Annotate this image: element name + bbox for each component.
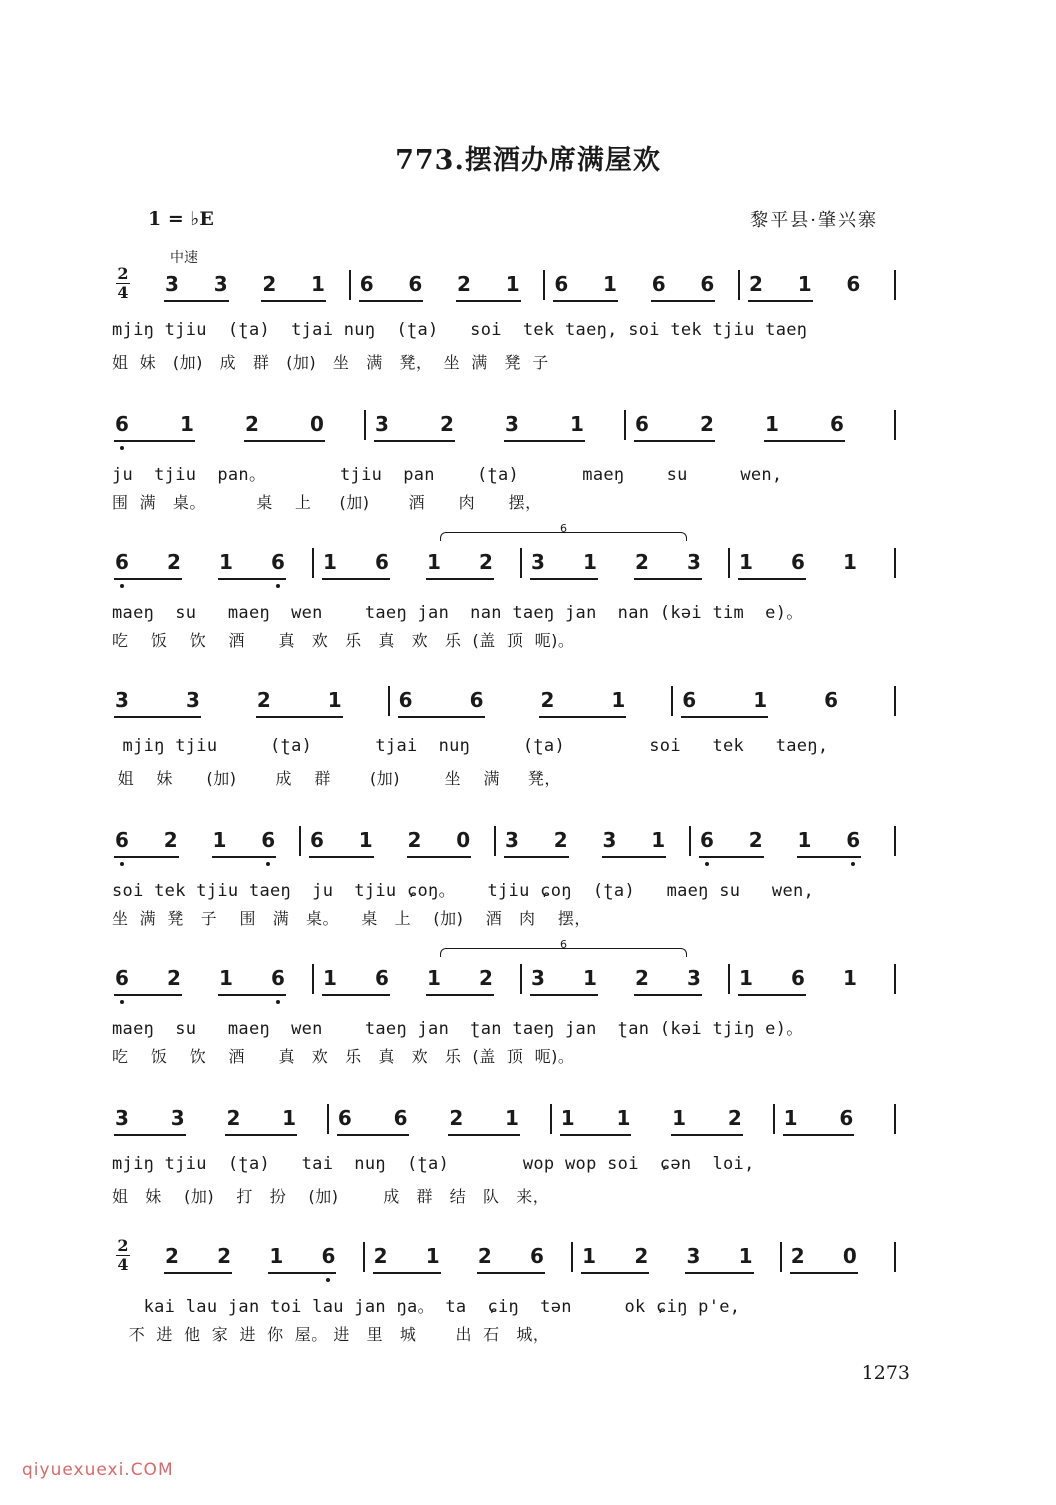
note: 1 xyxy=(180,412,194,436)
barline xyxy=(894,826,896,856)
note: 1 xyxy=(425,1244,440,1268)
lyric-romanized: mjiŋ tjiu (ʈa) tai nuŋ (ʈa) wop wop soi ɕən loi, xyxy=(112,1154,755,1174)
note-row xyxy=(110,1244,916,1274)
beam xyxy=(681,716,768,718)
note-row xyxy=(110,1106,916,1136)
note: 6 xyxy=(530,1244,544,1268)
note: 2 xyxy=(256,688,271,712)
note: 6 xyxy=(266,966,290,990)
note: 2 xyxy=(167,550,181,574)
note: 6 xyxy=(408,272,423,296)
note: 3 xyxy=(531,550,545,574)
note: 1 xyxy=(427,966,441,990)
note: 2 xyxy=(540,688,555,712)
beam xyxy=(456,300,521,302)
note: 6 xyxy=(375,550,389,574)
lower-octave-dot xyxy=(851,862,855,866)
note: 1 xyxy=(311,272,325,296)
note: 1 xyxy=(797,272,812,296)
beam xyxy=(407,856,472,858)
lyric-romanized: mjiŋ tjiu (ʈa) tjai nuŋ (ʈa) soi tek taeŋ, soi tek tjiu taeŋ xyxy=(112,320,808,340)
note: 1 xyxy=(843,966,857,990)
note: 2 xyxy=(700,412,714,436)
note: 1 xyxy=(616,1106,631,1130)
note: 2 xyxy=(635,966,649,990)
beam xyxy=(634,578,702,580)
note: 1 xyxy=(282,1106,297,1130)
lower-octave-dot xyxy=(326,1278,330,1282)
barline xyxy=(689,826,691,856)
barline xyxy=(894,410,896,440)
beam xyxy=(309,856,374,858)
barline xyxy=(364,410,366,440)
barline xyxy=(543,270,545,300)
beam xyxy=(373,1272,441,1274)
barline xyxy=(671,686,673,716)
note: 1 xyxy=(611,688,626,712)
lyric-chinese: 吃 饭 饮 酒 真 欢 乐 真 欢 乐 (盖 顶 呃)。 xyxy=(112,1047,575,1066)
note: 3 xyxy=(687,966,701,990)
beam xyxy=(225,1134,297,1136)
lyric-chinese: 姐 妹 (加) 成 群 (加) 坐 满 凳， xyxy=(112,769,561,788)
barline xyxy=(780,1242,782,1272)
note: 2 xyxy=(226,1106,241,1130)
note-row xyxy=(110,412,916,442)
beam xyxy=(671,1134,743,1136)
barline xyxy=(349,270,351,300)
barline xyxy=(550,1104,552,1134)
note: 6 xyxy=(841,828,865,852)
beam xyxy=(426,994,494,996)
tuplet-number: 6 xyxy=(560,522,567,535)
note: 2 xyxy=(479,966,493,990)
barline xyxy=(728,964,730,994)
note: 1 xyxy=(753,688,768,712)
beam xyxy=(699,856,764,858)
song-origin: 黎平县·肇兴寨 xyxy=(750,210,878,231)
note: 1 xyxy=(219,550,233,574)
lyric-romanized: mjiŋ tjiu (ʈa) tjai nuŋ (ʈa) soi tek taeŋ, xyxy=(112,736,829,756)
lyric-romanized: maeŋ su maeŋ wen taeŋ jan nan taeŋ jan nan (kəi tim e)。 xyxy=(112,603,804,623)
note: 1 xyxy=(327,688,342,712)
note: 2 xyxy=(553,828,568,852)
note: 6 xyxy=(337,1106,352,1130)
note: 6 xyxy=(791,966,805,990)
note: 0 xyxy=(310,412,324,436)
beam xyxy=(651,300,716,302)
barline xyxy=(738,270,740,300)
page-number: 1273 xyxy=(861,1362,910,1384)
note: 2 xyxy=(749,272,763,296)
note: 1 xyxy=(843,550,857,574)
note: 3 xyxy=(505,412,519,436)
key-signature xyxy=(148,208,214,230)
beam xyxy=(114,716,201,718)
lower-octave-dot xyxy=(120,1000,124,1004)
beam xyxy=(114,994,182,996)
barline xyxy=(520,548,522,578)
beam xyxy=(477,1272,545,1274)
note: 3 xyxy=(375,412,389,436)
beam xyxy=(114,1134,186,1136)
beam xyxy=(359,300,424,302)
beam xyxy=(560,1134,632,1136)
score-system xyxy=(0,1096,1056,1226)
beam xyxy=(685,1272,753,1274)
note: 2 xyxy=(457,272,471,296)
note: 2 xyxy=(449,1106,464,1130)
lyric-chinese: 不 进 他 家 进 你 屋。 进 里 城 出 石 城， xyxy=(112,1325,550,1344)
note: 6 xyxy=(316,1244,340,1268)
note: 6 xyxy=(110,828,134,852)
beam xyxy=(738,578,806,580)
note-row xyxy=(110,828,916,858)
note: 1 xyxy=(797,828,812,852)
note: 1 xyxy=(505,272,520,296)
time-sig-bottom: 4 xyxy=(117,1255,129,1274)
note: 1 xyxy=(358,828,373,852)
beam xyxy=(322,994,390,996)
beam xyxy=(164,1272,232,1274)
beam xyxy=(634,440,715,442)
note-row xyxy=(110,688,916,718)
barline xyxy=(363,1242,365,1272)
note: 1 xyxy=(739,550,753,574)
lyric-chinese: 围 满 桌。 桌 上 (加) 酒 肉 摆， xyxy=(112,493,542,512)
note: 2 xyxy=(217,1244,232,1268)
barline xyxy=(894,1242,896,1272)
note: 1 xyxy=(765,412,779,436)
note: 1 xyxy=(603,272,617,296)
note: 3 xyxy=(505,828,519,852)
note: 1 xyxy=(323,966,337,990)
note: 2 xyxy=(634,1244,649,1268)
beam xyxy=(218,578,286,580)
barline xyxy=(624,410,626,440)
note: 6 xyxy=(839,1106,854,1130)
note: 6 xyxy=(266,550,290,574)
note: 3 xyxy=(115,688,129,712)
lower-octave-dot xyxy=(266,862,270,866)
beam xyxy=(337,1134,409,1136)
note: 3 xyxy=(213,272,228,296)
beam xyxy=(261,300,326,302)
note: 2 xyxy=(477,1244,492,1268)
score-system xyxy=(0,938,1056,1086)
note: 2 xyxy=(245,412,259,436)
note: 6 xyxy=(635,412,649,436)
time-sig-top: 2 xyxy=(117,264,129,283)
note: 1 xyxy=(672,1106,687,1130)
note: 2 xyxy=(635,550,649,574)
note: 3 xyxy=(686,1244,701,1268)
beam xyxy=(218,994,286,996)
lyric-romanized: kai lau jan toi lau jan ŋa。 ta ɕiŋ tən ok ɕiŋ p'e, xyxy=(112,1297,741,1317)
note: 3 xyxy=(531,966,545,990)
beam xyxy=(398,716,485,718)
lyric-romanized: ju tjiu pan。 tjiu pan (ʈa) maeŋ su wen, xyxy=(112,465,783,485)
barline xyxy=(312,964,314,994)
beam xyxy=(634,994,702,996)
score-system xyxy=(0,818,1056,948)
barline xyxy=(494,826,496,856)
beam xyxy=(244,440,325,442)
note: 1 xyxy=(738,1244,753,1268)
note: 1 xyxy=(583,966,597,990)
note: 2 xyxy=(407,828,422,852)
note: 3 xyxy=(602,828,617,852)
note: 1 xyxy=(560,1106,575,1130)
note: 2 xyxy=(479,550,493,574)
beam xyxy=(114,856,179,858)
note: 2 xyxy=(790,1244,805,1268)
beam xyxy=(602,856,667,858)
note: 1 xyxy=(212,828,227,852)
beam xyxy=(790,1272,858,1274)
note: 2 xyxy=(373,1244,388,1268)
note: 2 xyxy=(727,1106,742,1130)
note: 6 xyxy=(824,688,839,712)
note: 1 xyxy=(323,550,337,574)
note: 2 xyxy=(262,272,277,296)
note: 6 xyxy=(469,688,484,712)
note: 6 xyxy=(110,550,134,574)
note: 1 xyxy=(505,1106,519,1130)
note: 6 xyxy=(359,272,374,296)
note: 6 xyxy=(393,1106,408,1130)
note: 2 xyxy=(163,828,178,852)
note: 6 xyxy=(554,272,569,296)
barline xyxy=(520,964,522,994)
lyric-chinese: 坐 满 凳 子 围 满 桌。 桌 上 (加) 酒 肉 摆， xyxy=(112,909,591,928)
beam xyxy=(504,440,585,442)
note: 6 xyxy=(682,688,697,712)
barline xyxy=(312,548,314,578)
lyric-chinese: 吃 饭 饮 酒 真 欢 乐 真 欢 乐 (盖 顶 呃)。 xyxy=(112,631,575,650)
watermark: qiyuexuexi.COM xyxy=(22,1460,174,1480)
lower-octave-dot xyxy=(120,862,124,866)
tempo-marking: 中速 xyxy=(170,250,198,266)
note-row xyxy=(110,272,916,302)
beam xyxy=(268,1272,336,1274)
barline xyxy=(728,548,730,578)
note: 6 xyxy=(110,966,134,990)
beam xyxy=(797,856,862,858)
note: 2 xyxy=(440,412,454,436)
beam xyxy=(530,994,598,996)
note: 1 xyxy=(582,1244,597,1268)
beam xyxy=(748,300,813,302)
barline xyxy=(894,686,896,716)
beam xyxy=(374,440,455,442)
song-title: 773.摆酒办席满屋欢 xyxy=(395,145,661,176)
tuplet-number: 6 xyxy=(560,938,567,951)
note: 3 xyxy=(165,272,179,296)
beam xyxy=(164,300,229,302)
barline xyxy=(894,548,896,578)
time-sig-top: 2 xyxy=(117,1236,129,1255)
lyric-chinese: 姐 妹 (加) 成 群 (加) 坐 满 凳， 坐 满 凳 子 xyxy=(112,353,549,372)
lyric-chinese: 姐 妹 (加) 打 扮 (加) 成 群 结 队 来， xyxy=(112,1187,550,1206)
lyric-romanized: soi tek tjiu taeŋ ju tjiu ɕoŋ。 tjiu ɕoŋ (ʈa) maeŋ su wen, xyxy=(112,881,815,901)
note: 6 xyxy=(310,828,324,852)
note: 6 xyxy=(651,272,666,296)
beam xyxy=(426,578,494,580)
note: 3 xyxy=(170,1106,185,1130)
note: 6 xyxy=(398,688,413,712)
score-system xyxy=(0,402,1056,532)
barline xyxy=(894,270,896,300)
note: 1 xyxy=(783,1106,798,1130)
note: 1 xyxy=(427,550,441,574)
note: 1 xyxy=(219,966,233,990)
beam xyxy=(783,1134,855,1136)
note: 6 xyxy=(830,412,844,436)
note-row xyxy=(110,522,916,580)
note: 1 xyxy=(739,966,753,990)
note: 3 xyxy=(185,688,200,712)
score-system xyxy=(0,262,1056,392)
beam xyxy=(530,578,598,580)
note: 1 xyxy=(570,412,584,436)
barline xyxy=(327,1104,329,1134)
note: 6 xyxy=(110,412,134,436)
note: 3 xyxy=(115,1106,129,1130)
note: 0 xyxy=(456,828,471,852)
note: 6 xyxy=(695,828,719,852)
lower-octave-dot xyxy=(276,1000,280,1004)
barline xyxy=(388,686,390,716)
note: 3 xyxy=(687,550,701,574)
beam xyxy=(764,440,845,442)
barline xyxy=(894,964,896,994)
lower-octave-dot xyxy=(120,446,124,450)
beam xyxy=(256,716,343,718)
barline xyxy=(894,1104,896,1134)
note: 6 xyxy=(375,966,389,990)
beam xyxy=(738,994,806,996)
note: 2 xyxy=(748,828,763,852)
lower-octave-dot xyxy=(120,584,124,588)
lower-octave-dot xyxy=(705,862,709,866)
score-system xyxy=(0,678,1056,808)
note: 6 xyxy=(846,272,861,296)
lyric-romanized: maeŋ su maeŋ wen taeŋ jan ʈan taeŋ jan ʈan (kəi tjiŋ e)。 xyxy=(112,1019,804,1039)
beam xyxy=(539,716,626,718)
note: 6 xyxy=(700,272,715,296)
key-text: 1 = ♭E xyxy=(148,208,214,230)
beam xyxy=(114,578,182,580)
note: 1 xyxy=(651,828,666,852)
note: 1 xyxy=(583,550,597,574)
note-row xyxy=(110,938,916,996)
score-system xyxy=(0,1234,1056,1364)
note: 1 xyxy=(269,1244,284,1268)
beam xyxy=(322,578,390,580)
beam xyxy=(114,440,195,442)
beam xyxy=(504,856,569,858)
time-sig-bottom: 4 xyxy=(117,283,129,302)
lower-octave-dot xyxy=(276,584,280,588)
barline xyxy=(571,1242,573,1272)
beam xyxy=(448,1134,520,1136)
note: 0 xyxy=(842,1244,857,1268)
note: 6 xyxy=(791,550,805,574)
note: 2 xyxy=(165,1244,179,1268)
note: 6 xyxy=(256,828,280,852)
beam xyxy=(553,300,618,302)
beam xyxy=(581,1272,649,1274)
beam xyxy=(212,856,277,858)
barline xyxy=(773,1104,775,1134)
note: 2 xyxy=(167,966,181,990)
score-system xyxy=(0,522,1056,670)
barline xyxy=(299,826,301,856)
